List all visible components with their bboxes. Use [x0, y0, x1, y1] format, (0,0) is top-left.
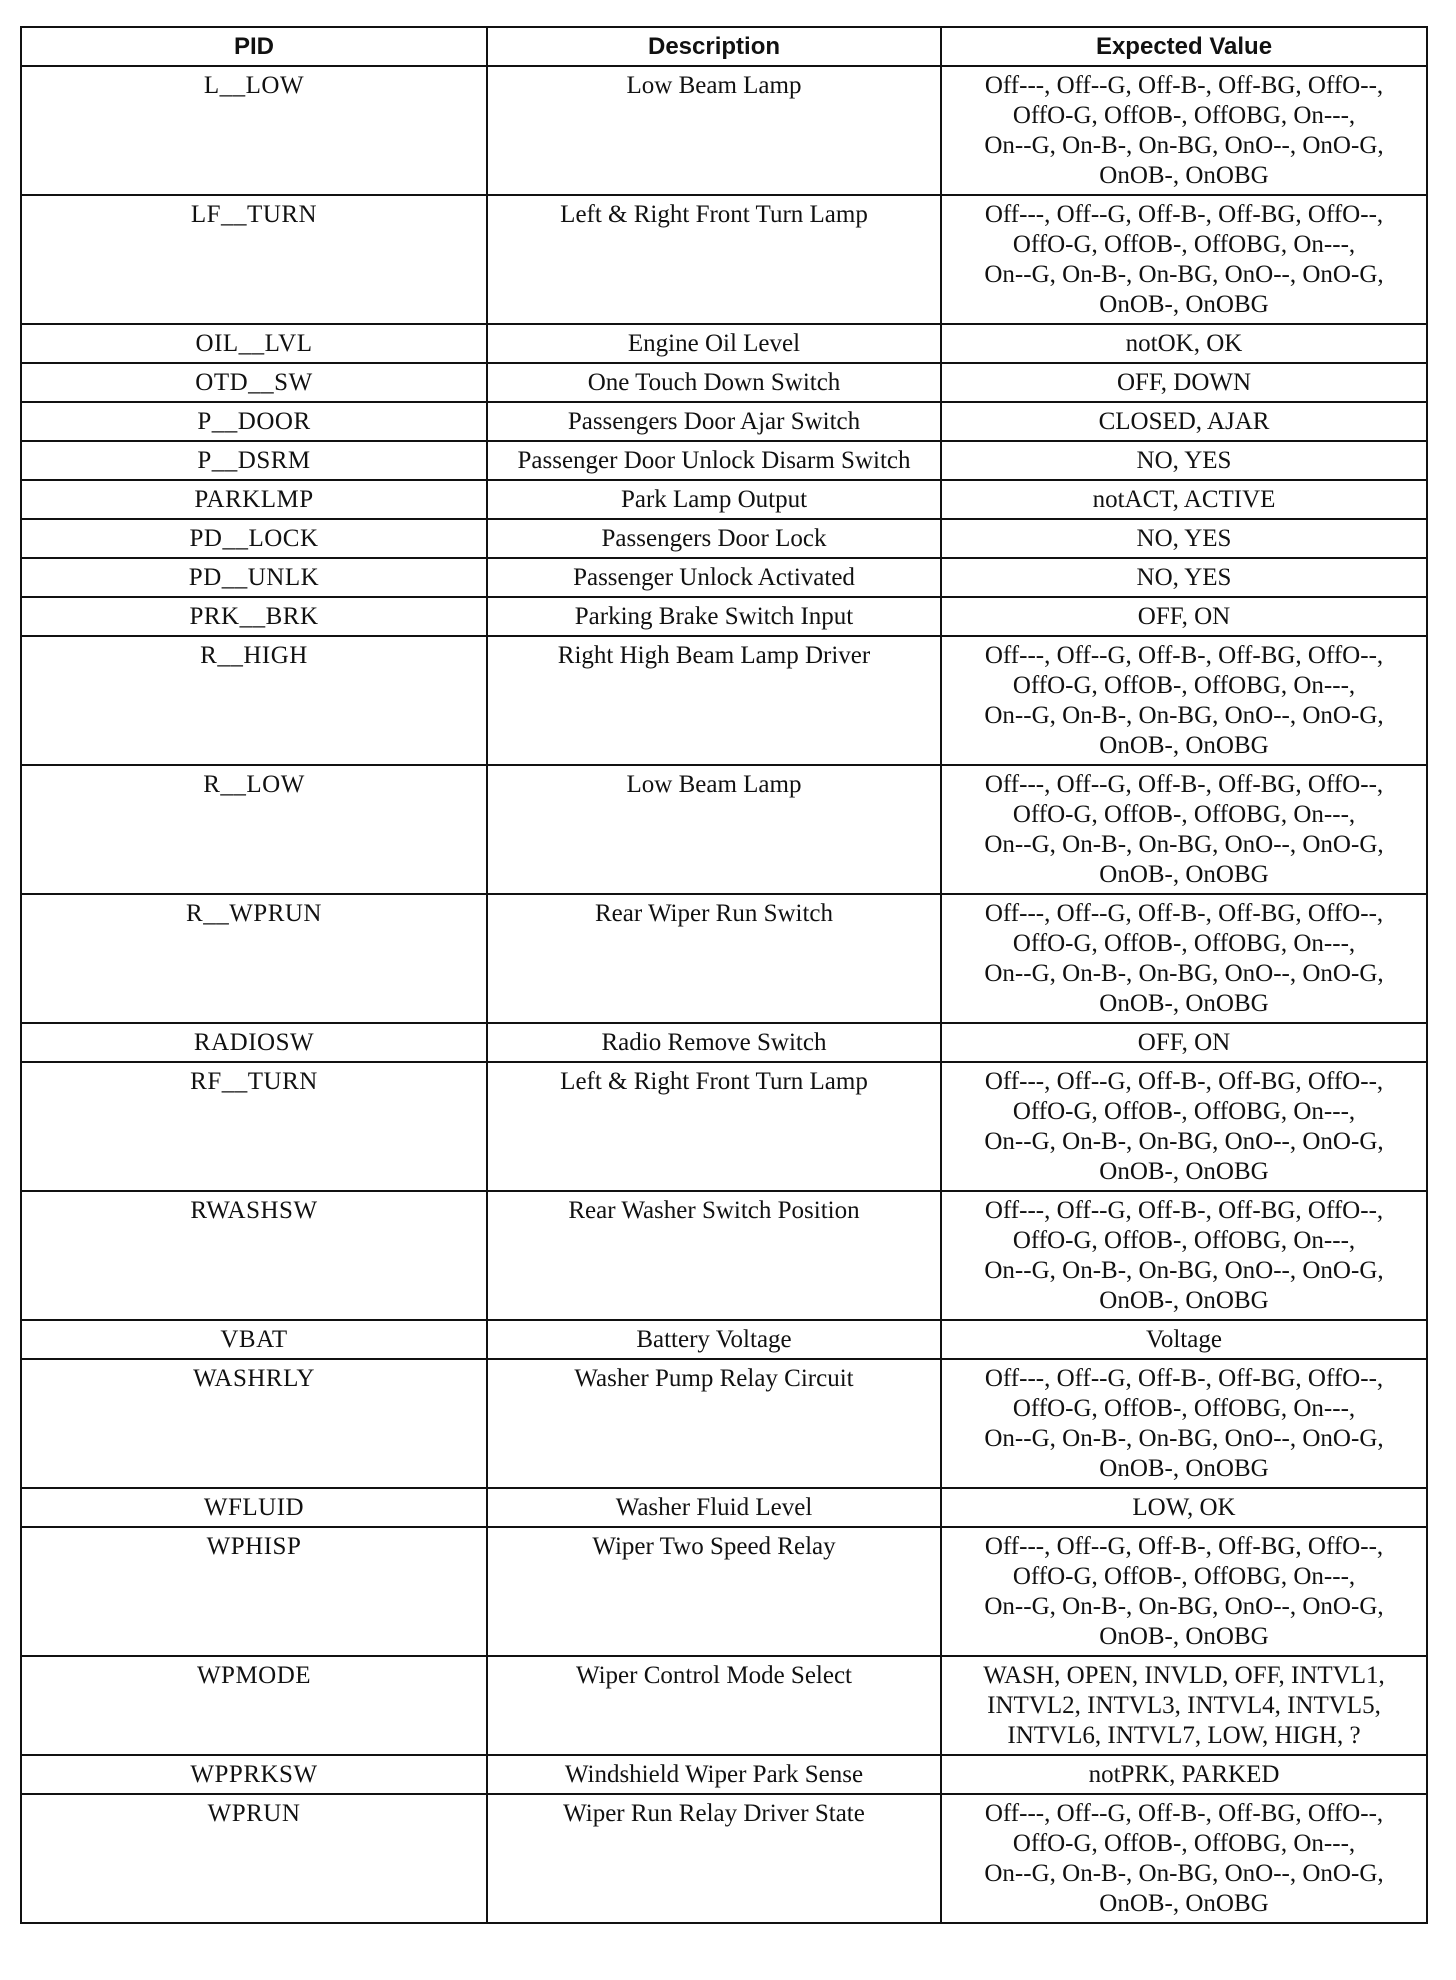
description-cell: Park Lamp Output	[487, 480, 941, 519]
pid-cell: WFLUID	[21, 1488, 487, 1527]
expected-value-cell: NO, YES	[941, 519, 1427, 558]
header-pid: PID	[21, 27, 487, 66]
pid-cell: PD__UNLK	[21, 558, 487, 597]
expected-value-cell: CLOSED, AJAR	[941, 402, 1427, 441]
pid-cell: R__WPRUN	[21, 894, 487, 1023]
pid-cell: RF__TURN	[21, 1062, 487, 1191]
pid-cell: WASHRLY	[21, 1359, 487, 1488]
pid-cell: PRK__BRK	[21, 597, 487, 636]
pid-cell: RADIOSW	[21, 1023, 487, 1062]
pid-cell: L__LOW	[21, 66, 487, 195]
description-cell: Wiper Two Speed Relay	[487, 1527, 941, 1656]
header-expected-value: Expected Value	[941, 27, 1427, 66]
expected-value-cell: Off---, Off--G, Off-B-, Off-BG, OffO--, OffO-G, OffOB-, OffOBG, On---, On--G, On-B-, On-BG, OnO--, OnO-G, OnOB-, OnOBG	[941, 636, 1427, 765]
table-row	[21, 324, 1427, 363]
table-row	[21, 1755, 1427, 1794]
description-cell: Radio Remove Switch	[487, 1023, 941, 1062]
description-cell: Washer Pump Relay Circuit	[487, 1359, 941, 1488]
expected-value-cell: OFF, ON	[941, 597, 1427, 636]
description-cell: Windshield Wiper Park Sense	[487, 1755, 941, 1794]
description-cell: Passenger Unlock Activated	[487, 558, 941, 597]
expected-value-cell: Voltage	[941, 1320, 1427, 1359]
table-row	[21, 1023, 1427, 1062]
table-row	[21, 1527, 1427, 1656]
table-row	[21, 1191, 1427, 1320]
description-cell: Engine Oil Level	[487, 324, 941, 363]
expected-value-cell: notPRK, PARKED	[941, 1755, 1427, 1794]
header-description: Description	[487, 27, 941, 66]
table-row	[21, 480, 1427, 519]
table-row	[21, 402, 1427, 441]
description-cell: Low Beam Lamp	[487, 765, 941, 894]
pid-cell: WPRUN	[21, 1794, 487, 1923]
expected-value-cell: LOW, OK	[941, 1488, 1427, 1527]
description-cell: Passengers Door Lock	[487, 519, 941, 558]
description-cell: Left & Right Front Turn Lamp	[487, 1062, 941, 1191]
table-row	[21, 1488, 1427, 1527]
description-cell: Rear Wiper Run Switch	[487, 894, 941, 1023]
description-cell: Wiper Run Relay Driver State	[487, 1794, 941, 1923]
expected-value-cell: Off---, Off--G, Off-B-, Off-BG, OffO--, OffO-G, OffOB-, OffOBG, On---, On--G, On-B-, On-BG, OnO--, OnO-G, OnOB-, OnOBG	[941, 894, 1427, 1023]
expected-value-cell: OFF, ON	[941, 1023, 1427, 1062]
pid-cell: RWASHSW	[21, 1191, 487, 1320]
document-page	[20, 26, 1426, 1924]
description-cell: Rear Washer Switch Position	[487, 1191, 941, 1320]
description-cell: Low Beam Lamp	[487, 66, 941, 195]
table-row	[21, 195, 1427, 324]
description-cell: Parking Brake Switch Input	[487, 597, 941, 636]
expected-value-cell: Off---, Off--G, Off-B-, Off-BG, OffO--, OffO-G, OffOB-, OffOBG, On---, On--G, On-B-, On-BG, OnO--, OnO-G, OnOB-, OnOBG	[941, 1062, 1427, 1191]
expected-value-cell: notACT, ACTIVE	[941, 480, 1427, 519]
expected-value-cell: Off---, Off--G, Off-B-, Off-BG, OffO--, OffO-G, OffOB-, OffOBG, On---, On--G, On-B-, On-BG, OnO--, OnO-G, OnOB-, OnOBG	[941, 66, 1427, 195]
description-cell: Washer Fluid Level	[487, 1488, 941, 1527]
description-cell: Passengers Door Ajar Switch	[487, 402, 941, 441]
pid-cell: R__HIGH	[21, 636, 487, 765]
expected-value-cell: WASH, OPEN, INVLD, OFF, INTVL1, INTVL2, INTVL3, INTVL4, INTVL5, INTVL6, INTVL7, LOW, HIGH, ?	[941, 1656, 1427, 1755]
expected-value-cell: OFF, DOWN	[941, 363, 1427, 402]
expected-value-cell: Off---, Off--G, Off-B-, Off-BG, OffO--, OffO-G, OffOB-, OffOBG, On---, On--G, On-B-, On-BG, OnO--, OnO-G, OnOB-, OnOBG	[941, 1794, 1427, 1923]
description-cell: Wiper Control Mode Select	[487, 1656, 941, 1755]
table-row	[21, 441, 1427, 480]
description-cell: One Touch Down Switch	[487, 363, 941, 402]
expected-value-cell: Off---, Off--G, Off-B-, Off-BG, OffO--, OffO-G, OffOB-, OffOBG, On---, On--G, On-B-, On-BG, OnO--, OnO-G, OnOB-, OnOBG	[941, 765, 1427, 894]
table-row	[21, 1656, 1427, 1755]
expected-value-cell: Off---, Off--G, Off-B-, Off-BG, OffO--, OffO-G, OffOB-, OffOBG, On---, On--G, On-B-, On-BG, OnO--, OnO-G, OnOB-, OnOBG	[941, 1359, 1427, 1488]
table-body	[21, 66, 1427, 1923]
pid-cell: P__DSRM	[21, 441, 487, 480]
expected-value-cell: notOK, OK	[941, 324, 1427, 363]
table-row	[21, 636, 1427, 765]
table-row	[21, 597, 1427, 636]
description-cell: Left & Right Front Turn Lamp	[487, 195, 941, 324]
description-cell: Battery Voltage	[487, 1320, 941, 1359]
table-row	[21, 1062, 1427, 1191]
table-row	[21, 1794, 1427, 1923]
header-row	[21, 27, 1427, 66]
description-cell: Right High Beam Lamp Driver	[487, 636, 941, 765]
table-row	[21, 765, 1427, 894]
pid-cell: WPPRKSW	[21, 1755, 487, 1794]
description-cell: Passenger Door Unlock Disarm Switch	[487, 441, 941, 480]
pid-cell: WPHISP	[21, 1527, 487, 1656]
pid-cell: OIL__LVL	[21, 324, 487, 363]
expected-value-cell: NO, YES	[941, 558, 1427, 597]
table-row	[21, 558, 1427, 597]
pid-table	[20, 26, 1428, 1924]
expected-value-cell: NO, YES	[941, 441, 1427, 480]
table-row	[21, 363, 1427, 402]
expected-value-cell: Off---, Off--G, Off-B-, Off-BG, OffO--, OffO-G, OffOB-, OffOBG, On---, On--G, On-B-, On-BG, OnO--, OnO-G, OnOB-, OnOBG	[941, 1527, 1427, 1656]
table-row	[21, 66, 1427, 195]
pid-cell: R__LOW	[21, 765, 487, 894]
pid-cell: PD__LOCK	[21, 519, 487, 558]
table-row	[21, 1320, 1427, 1359]
pid-cell: LF__TURN	[21, 195, 487, 324]
pid-cell: OTD__SW	[21, 363, 487, 402]
pid-cell: VBAT	[21, 1320, 487, 1359]
expected-value-cell: Off---, Off--G, Off-B-, Off-BG, OffO--, OffO-G, OffOB-, OffOBG, On---, On--G, On-B-, On-BG, OnO--, OnO-G, OnOB-, OnOBG	[941, 1191, 1427, 1320]
table-row	[21, 1359, 1427, 1488]
pid-cell: PARKLMP	[21, 480, 487, 519]
expected-value-cell: Off---, Off--G, Off-B-, Off-BG, OffO--, OffO-G, OffOB-, OffOBG, On---, On--G, On-B-, On-BG, OnO--, OnO-G, OnOB-, OnOBG	[941, 195, 1427, 324]
table-row	[21, 894, 1427, 1023]
table-row	[21, 519, 1427, 558]
pid-cell: P__DOOR	[21, 402, 487, 441]
pid-cell: WPMODE	[21, 1656, 487, 1755]
